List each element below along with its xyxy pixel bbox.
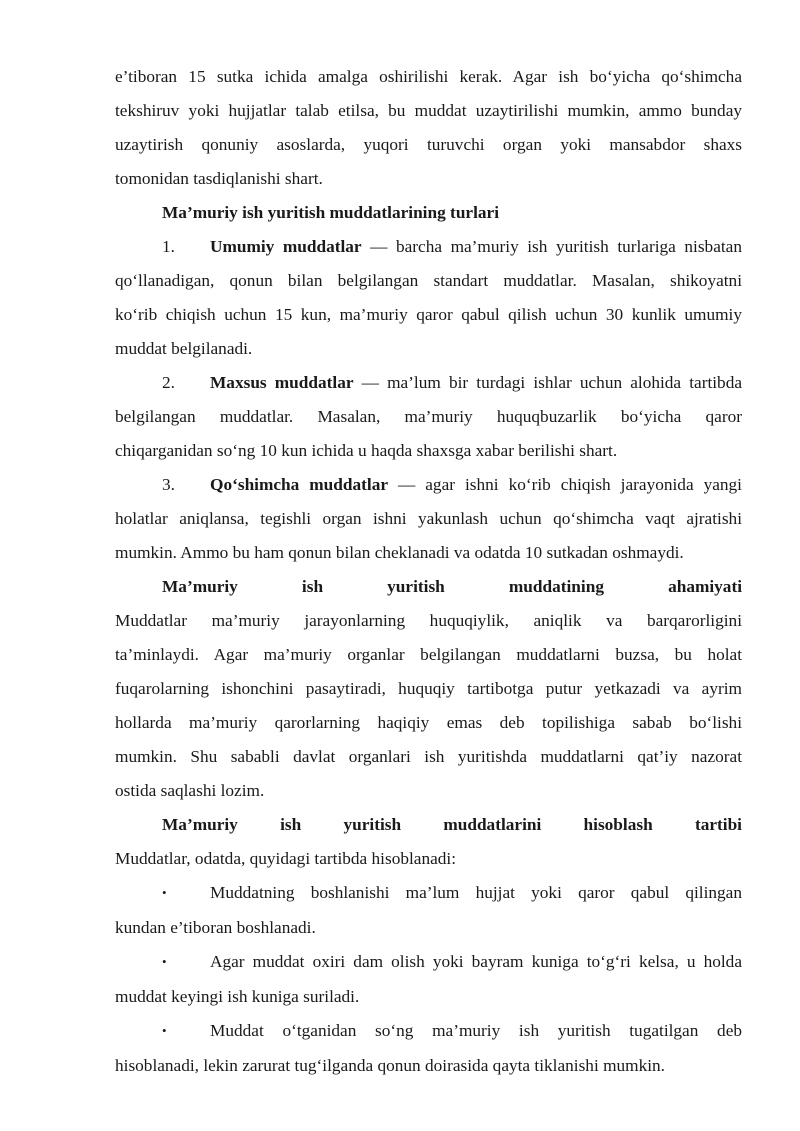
text-line: tekshiruv yoki hujjatlar talab etilsa, bu muddat uzaytirilishi mumkin, ammo bunday (115, 101, 742, 120)
document-page (115, 60, 742, 1083)
text-line: ostida saqlashi lozim. (115, 781, 265, 800)
bullet-icon: • (162, 954, 167, 969)
list-term: Umumiy muddatlar (210, 237, 362, 256)
text-line: tomonidan tasdiqlanishi shart. (115, 169, 323, 188)
section-heading-importance: Ma’muriy ish yuritish muddatining ahamiyati (162, 577, 742, 596)
bullet-first-line: • Muddat o‘tganidan so‘ng ma’muriy ish yuritish tugatilgan deb (115, 1014, 742, 1049)
bullet-first-line: • Muddatning boshlanishi ma’lum hujjat yoki qaror qabul qilingan (115, 876, 742, 911)
bullet-icon: • (162, 885, 167, 900)
text-line: muddat keyingi ish kuniga suriladi. (115, 987, 360, 1006)
list-number: 3. (162, 475, 175, 494)
list-term: Maxsus muddatlar (210, 373, 354, 392)
list-number: 1. (162, 237, 175, 256)
text-line: hisoblanadi, lekin zarurat tug‘ilganda qonun doirasida qayta tiklanishi mumkin. (115, 1056, 665, 1075)
list-item-first-line: 2. Maxsus muddatlar — ma’lum bir turdagi ishlar uchun alohida tartibda (115, 366, 742, 400)
text-line: uzaytirish qonuniy asoslarda, yuqori turuvchi organ yoki mansabdor shaxs (115, 135, 742, 154)
text-line: fuqarolarning ishonchini pasaytiradi, huquqiy tartibotga putur yetkazadi va ayrim (115, 679, 742, 698)
text-line: mumkin. Shu sababli davlat organlari ish yuritishda muddatlarni qat’iy nazorat (115, 747, 742, 766)
list-item (115, 230, 742, 366)
text-line: qo‘llanadigan, qonun bilan belgilangan standart muddatlar. Masalan, shikoyatni (115, 271, 742, 290)
section-heading-types: Ma’muriy ish yuritish muddatlarining turlari (162, 203, 500, 222)
bullet-item (115, 1014, 742, 1083)
text-line: chiqarganidan so‘ng 10 kun ichida u haqda shaxsga xabar berilishi shart. (115, 441, 618, 460)
calculation-intro: Muddatlar, odatda, quyidagi tartibda hisoblanadi: (115, 849, 457, 868)
importance-paragraph (115, 604, 742, 808)
list-item-first-line: 3. Qo‘shimcha muddatlar — agar ishni ko‘rib chiqish jarayonida yangi (115, 468, 742, 502)
section-heading-calculation: Ma’muriy ish yuritish muddatlarini hisoblash tartibi (162, 815, 742, 834)
bullet-icon: • (162, 1023, 167, 1038)
text-line: belgilangan muddatlar. Masalan, ma’muriy huquqbuzarlik bo‘yicha qaror (115, 407, 742, 426)
text-line: ko‘rib chiqish uchun 15 kun, ma’muriy qaror qabul qilish uchun 30 kunlik umumiy (115, 305, 742, 324)
text-line: Muddatlar ma’muriy jarayonlarning huquqiylik, aniqlik va barqarorligini (115, 611, 742, 630)
list-item (115, 468, 742, 570)
list-item-first-line: 1. Umumiy muddatlar — barcha ma’muriy ish yuritish turlariga nisbatan (115, 230, 742, 264)
text-line: muddat belgilanadi. (115, 339, 253, 358)
text-line: e’tiboran 15 sutka ichida amalga oshirilishi kerak. Agar ish bo‘yicha qo‘shimcha (115, 67, 742, 86)
intro-paragraph (115, 60, 742, 196)
text-line: holatlar aniqlansa, tegishli organ ishni yakunlash uchun qo‘shimcha vaqt ajratishi (115, 509, 742, 528)
list-term: Qo‘shimcha muddatlar (210, 475, 389, 494)
bullet-item (115, 945, 742, 1014)
text-line: hollarda ma’muriy qarorlarning haqiqiy emas deb topilishiga sabab bo‘lishi (115, 713, 742, 732)
list-number: 2. (162, 373, 175, 392)
text-line: kundan e’tiboran boshlanadi. (115, 918, 316, 937)
bullet-item (115, 876, 742, 945)
bullet-first-line: • Agar muddat oxiri dam olish yoki bayram kuniga to‘g‘ri kelsa, u holda (115, 945, 742, 980)
list-item (115, 366, 742, 468)
text-line: mumkin. Ammo bu ham qonun bilan cheklanadi va odatda 10 sutkadan oshmaydi. (115, 543, 684, 562)
text-line: ta’minlaydi. Agar ma’muriy organlar belgilangan muddatlarni buzsa, bu holat (115, 645, 742, 664)
